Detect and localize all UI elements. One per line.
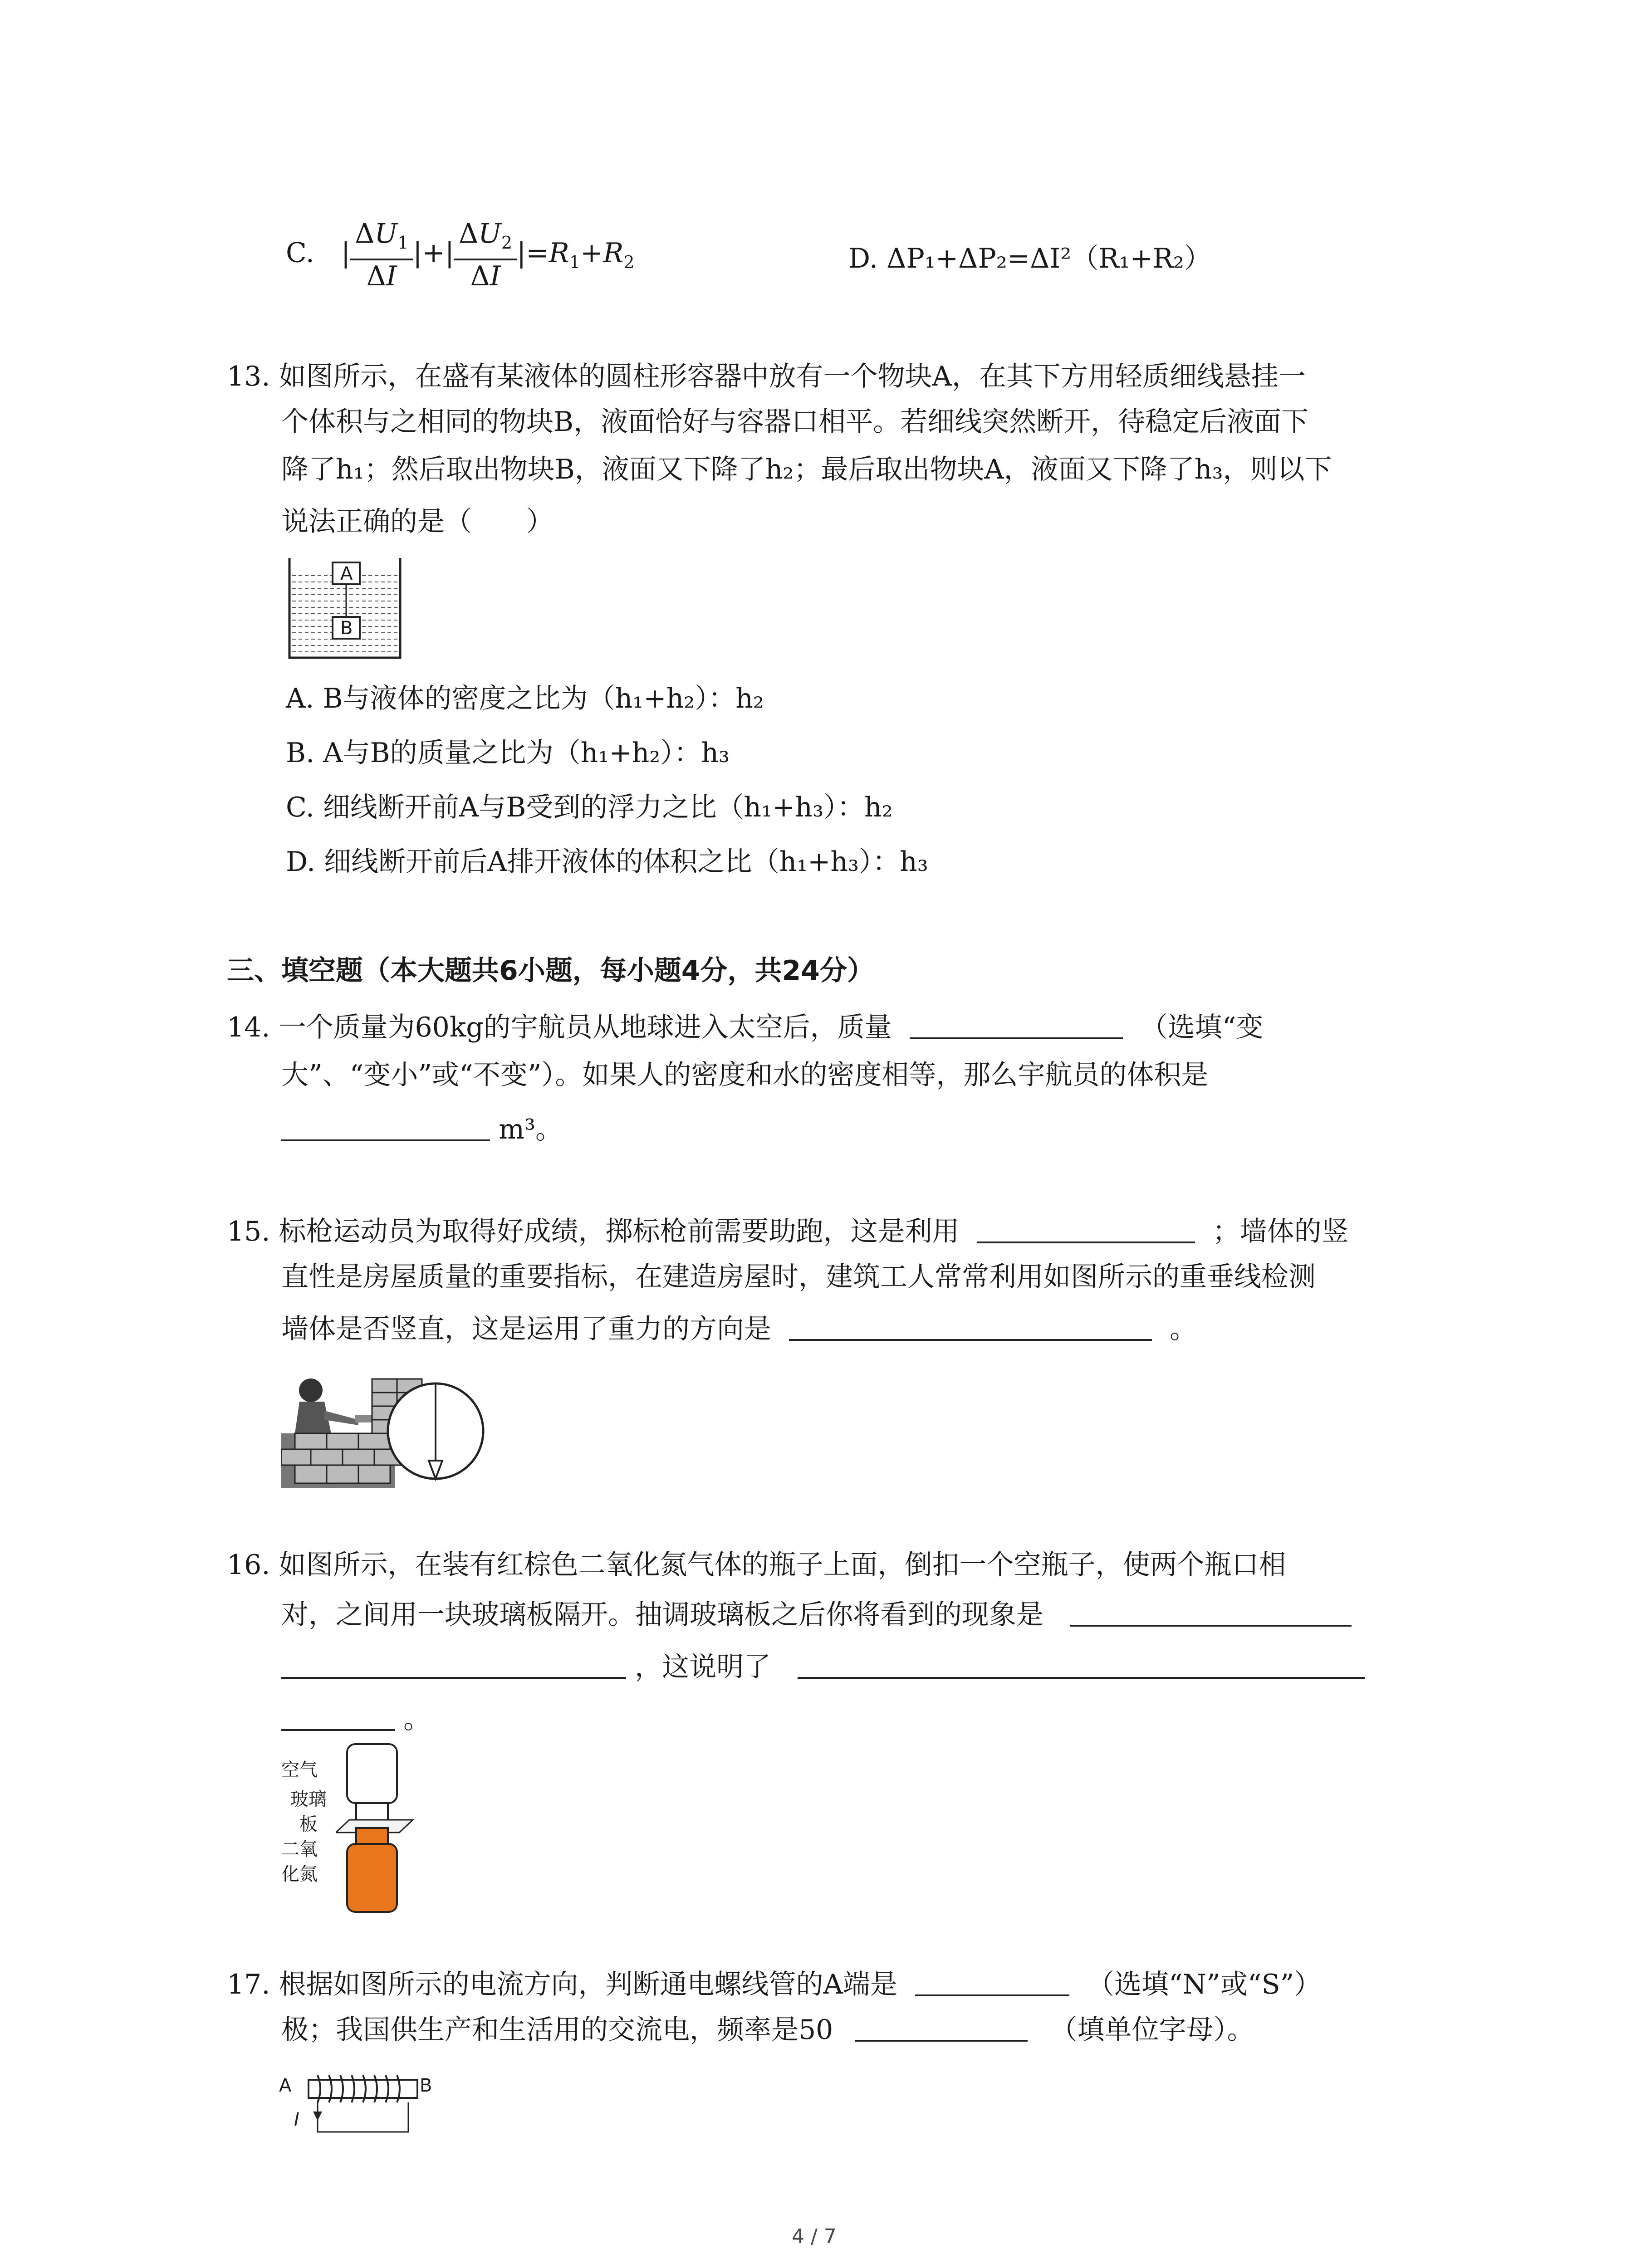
- page-number: 4 / 7: [792, 2225, 837, 2248]
- upper-bottle: [347, 1744, 397, 1803]
- q16-line-3: ，这说明了: [281, 1649, 1365, 1685]
- current-label: I: [294, 2109, 299, 2130]
- diffusion-bottles-figure: [336, 1742, 426, 1914]
- lower-bottle: [347, 1844, 397, 1912]
- q13-label-b: B: [340, 618, 353, 639]
- label-glass-1: 玻璃: [290, 1789, 327, 1810]
- q13-option-b: B. A与B的质量之比为（h₁+h₂）：h₃: [286, 737, 730, 769]
- q16-blank-2[interactable]: [281, 1650, 626, 1679]
- solenoid-figure: [295, 2068, 440, 2141]
- worker-head: [299, 1378, 323, 1402]
- q15-line-3: 墙体是否竖直，这是运用了重力的方向是 。: [281, 1311, 1197, 1347]
- q17-line-2: 极；我国供生产和生活用的交流电，频率是50 （填单位字母）。: [281, 2012, 1254, 2048]
- q16-line-4: 。: [281, 1701, 431, 1737]
- q16-line-1: 16. 如图所示，在装有红棕色二氧化氮气体的瓶子上面，倒扣一个空瓶子，使两个瓶口相: [227, 1549, 1286, 1581]
- q16-blank-1[interactable]: [1070, 1598, 1352, 1627]
- current-arrow: [313, 2112, 322, 2121]
- q14-line-1: 14. 一个质量为60kg的宇航员从地球进入太空后，质量 （选填“变: [227, 1009, 1263, 1046]
- q12-option-c: C. | $\frac{\Delta U_1}{\Delta I}$ |+| $\frac{\Delta U_2}{\Delta I}$ $|=R_1+R_2$: [286, 218, 635, 292]
- q14-line-3: m³。: [281, 1111, 563, 1148]
- q15-line-1: 15. 标枪运动员为取得好成绩，掷标枪前需要助跑，这是利用 ；墙体的竖: [227, 1213, 1349, 1250]
- solenoid-label-a: A: [279, 2075, 292, 2096]
- q14-blank-1[interactable]: [910, 1010, 1123, 1039]
- q15-blank-1[interactable]: [977, 1214, 1195, 1243]
- q13-line-4: 说法正确的是（ ）: [281, 506, 554, 538]
- q13-line-1: 13. 如图所示，在盛有某液体的圆柱形容器中放有一个物块A，在其下方用轻质细线悬挂一: [227, 361, 1306, 392]
- q13-line-3: 降了h₁；然后取出物块B，液面又下降了h₂；最后取出物块A，液面又下降了h₃，则以下: [281, 454, 1332, 485]
- solenoid-label-b: B: [420, 2075, 432, 2096]
- q15-line-2: 直性是房屋质量的重要指标，在建造房屋时，建筑工人常常利用如图所示的重垂线检测: [281, 1261, 1316, 1293]
- plumb-line-figure: [281, 1370, 490, 1488]
- q13-option-d: D. 细线断开前后A排开液体的体积之比（h₁+h₃）：h₃: [286, 846, 928, 878]
- q17-line-1: 17. 根据如图所示的电流方向，判断通电螺线管的A端是 （选填“N”或“S”）: [227, 1966, 1321, 2003]
- q13-line-2: 个体积与之相同的物块B，液面恰好与容器口相平。若细线突然断开，待稳定后液面下: [281, 406, 1309, 438]
- q16-blank-4[interactable]: [281, 1702, 395, 1731]
- label-no2-2: 化氮: [281, 1864, 318, 1885]
- q15-blank-2[interactable]: [789, 1312, 1152, 1341]
- label-air: 空气: [281, 1760, 318, 1780]
- q14-blank-2[interactable]: [281, 1112, 490, 1141]
- q13-option-c: C. 细线断开前A与B受到的浮力之比（h₁+h₃）：h₂: [286, 792, 893, 823]
- q17-blank-1[interactable]: [915, 1967, 1069, 1996]
- label-glass-2: 板: [299, 1814, 318, 1835]
- q14-line-2: 大”、“变小”或“不变”）。如果人的密度和水的密度相等，那么宇航员的体积是: [281, 1059, 1209, 1091]
- q16-line-2: 对，之间用一块玻璃板隔开。抽调玻璃板之后你将看到的现象是: [281, 1597, 1352, 1633]
- q12-option-d: D. ΔP₁+ΔP₂=ΔI²（R₁+R₂）: [848, 243, 1211, 274]
- q13-option-a: A. B与液体的密度之比为（h₁+h₂）：h₂: [286, 683, 764, 714]
- label-no2-1: 二氧: [281, 1839, 318, 1860]
- q17-blank-2[interactable]: [855, 2013, 1028, 2042]
- solenoid-core: [309, 2080, 417, 2098]
- q13-label-a: A: [340, 563, 353, 584]
- section-heading: 三、填空题（本大题共6小题，每小题4分，共24分）: [227, 955, 874, 987]
- q16-blank-3[interactable]: [798, 1650, 1365, 1679]
